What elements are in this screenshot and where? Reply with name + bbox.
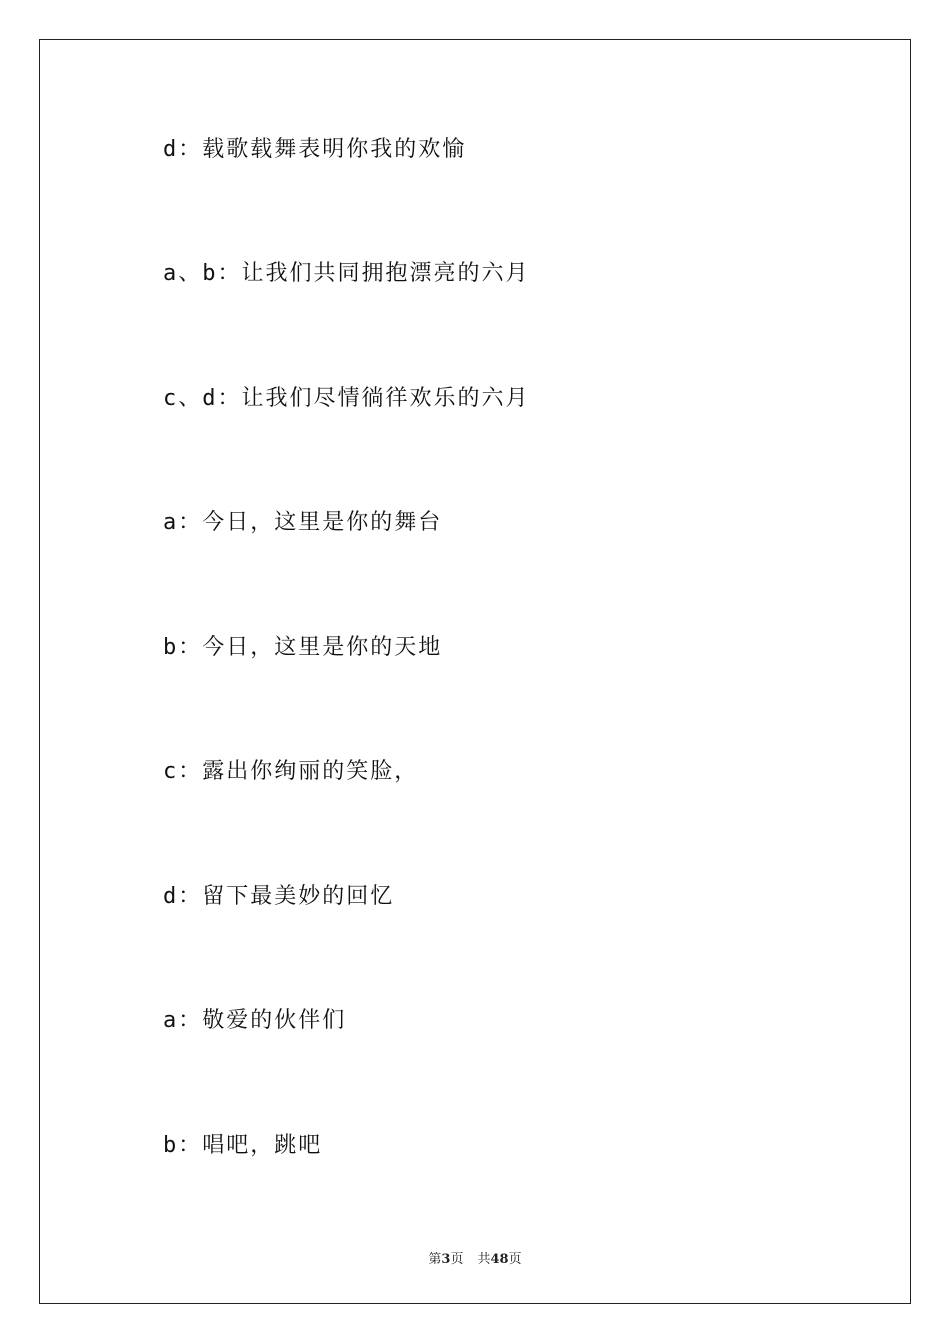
footer-total-suffix: 页 [508,1252,522,1267]
footer-page-prefix: 第 [428,1252,442,1267]
script-line-1: d：载歌载舞表明你我的欢愉 [163,137,467,162]
footer-page-suffix: 页 [450,1252,464,1267]
script-line-9: b：唱吧，跳吧 [163,1133,323,1158]
footer-total-prefix: 共 [477,1252,491,1267]
footer-total-pages: 48 [490,1252,509,1267]
script-line-2: a、b：让我们共同拥抱漂亮的六月 [163,261,530,286]
script-line-5: b：今日，这里是你的天地 [163,635,443,660]
footer-page-number: 3 [441,1252,451,1267]
page-frame [39,39,911,1304]
script-line-7: d：留下最美妙的回忆 [163,884,395,909]
page-footer [0,1248,950,1267]
script-line-6: c：露出你绚丽的笑脸， [163,759,419,784]
script-line-3: c、d：让我们尽情徜徉欢乐的六月 [163,386,530,411]
script-line-8: a：敬爱的伙伴们 [163,1008,347,1033]
script-line-4: a：今日，这里是你的舞台 [163,510,443,535]
